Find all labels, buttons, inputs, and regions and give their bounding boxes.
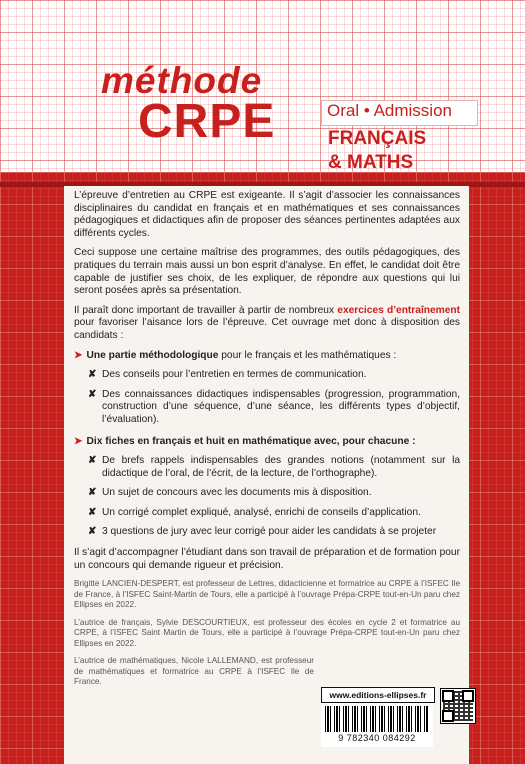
subject-maths: & MATHS bbox=[328, 152, 414, 173]
paragraph-2: Ceci suppose une certaine maîtrise des programmes, des outils pédagogiques, des pratiques du terrain mais aussi un bon esprit d’analyse. En effet, le candidat doit être capable de justifier ses choix, de les expliquer, de répondre aux questions qui lui seront posées après sa présentation. bbox=[74, 247, 460, 297]
paragraph-1: L’épreuve d’entretien au CRPE est exigeante. Il s’agit d’associer les connaissances disciplinaires du candidat en français et en mathématiques et ses connaissances pédagogiques et didactiques afin de proposer des séances pertinentes adaptées aux différents cycles. bbox=[74, 190, 460, 239]
isbn-barcode bbox=[321, 703, 433, 747]
author-bio-3: L’autrice de mathématiques, Nicole LALLEMAND, est professeur de mathématiques et formatrice au CRPE à l’ISFEC Ile de France. bbox=[74, 656, 314, 687]
subject-francais: FRANÇAIS bbox=[328, 128, 427, 149]
list-item: ✘ Un sujet de concours avec les documents mis à disposition. bbox=[88, 487, 372, 499]
description bbox=[74, 190, 460, 695]
paragraph-4: Il s’agit d’accompagner l’étudiant dans son travail de préparation et de formation pour un concours qui demande rigueur et précision. bbox=[74, 547, 460, 571]
qr-code-icon bbox=[440, 688, 476, 724]
cross-icon: ✘ bbox=[88, 388, 97, 400]
arrow-icon: ➤ bbox=[74, 435, 83, 447]
isbn-digits: 9 782340 084292 bbox=[338, 733, 416, 743]
subtitle: Oral • Admission bbox=[327, 101, 452, 120]
section-fiches: ➤ Dix fiches en français et huit en mathématique avec, pour chacune : bbox=[74, 435, 416, 447]
highlight-exercices: exercices d’entraînement bbox=[337, 304, 461, 316]
arrow-icon: ➤ bbox=[74, 349, 83, 361]
barcode-bars bbox=[325, 706, 429, 732]
cross-icon: ✘ bbox=[88, 506, 97, 518]
list-item: ✘ Des connaissances didactiques indispensables (progression, programmation, construction d’une séquence, d’une séance, les différents types d’objectif, l’évaluation). bbox=[88, 388, 460, 425]
cross-icon: ✘ bbox=[88, 526, 97, 538]
list-item: ✘ De brefs rappels indispensables des grandes notions (notamment sur la didactique de l’oral, de l’écrit, de la lecture, de l’orthographe). bbox=[88, 455, 460, 479]
cross-icon: ✘ bbox=[88, 487, 97, 499]
author-bio-1: Brigitte LANCIEN-DESPERT, est professeur de Lettres, didacticienne et formatrice au CRPE à l’ISFEC Ile de France, à l’ISFEC Saint-Martin de Tours, elle a participé à l’ouvrage Prépa-CRPE tout-en-Un paru chez Ellipses en 2022. bbox=[74, 579, 460, 610]
paragraph-3: Il paraît donc important de travailler à partir de nombreux exercices d’entraînement pour favoriser l’aisance lors de l’épreuve. Cet ouvrage met donc à disposition des candidats : bbox=[74, 304, 461, 341]
list-item: ✘ Un corrigé complet expliqué, analysé, enrichi de conseils d’application. bbox=[88, 506, 421, 518]
author-bio-2: L’autrice de français, Sylvie DESCOURTIEUX, est professeur des écoles en cycle 2 et formatrice au CRPE, à l’ISFEC Saint Martin de Tours, elle a participé à l’ouvrage Prépa-CRPE tout-en-Un paru chez Ellipses en 2022. bbox=[74, 617, 460, 648]
section-methodologique: ➤ Une partie méthodologique pour le français et les mathématiques : bbox=[74, 349, 397, 361]
publisher-website: www.editions-ellipses.fr bbox=[321, 687, 435, 703]
logo-crpe: CRPE bbox=[138, 95, 276, 148]
list-item: ✘ Des conseils pour l’entretien en termes de communication. bbox=[88, 369, 367, 381]
cross-icon: ✘ bbox=[88, 369, 97, 381]
logo-methode: méthode bbox=[101, 60, 263, 101]
cross-icon: ✘ bbox=[88, 455, 97, 467]
list-item: ✘ 3 questions de jury avec leur corrigé pour aider les candidats à se projeter bbox=[88, 526, 437, 538]
